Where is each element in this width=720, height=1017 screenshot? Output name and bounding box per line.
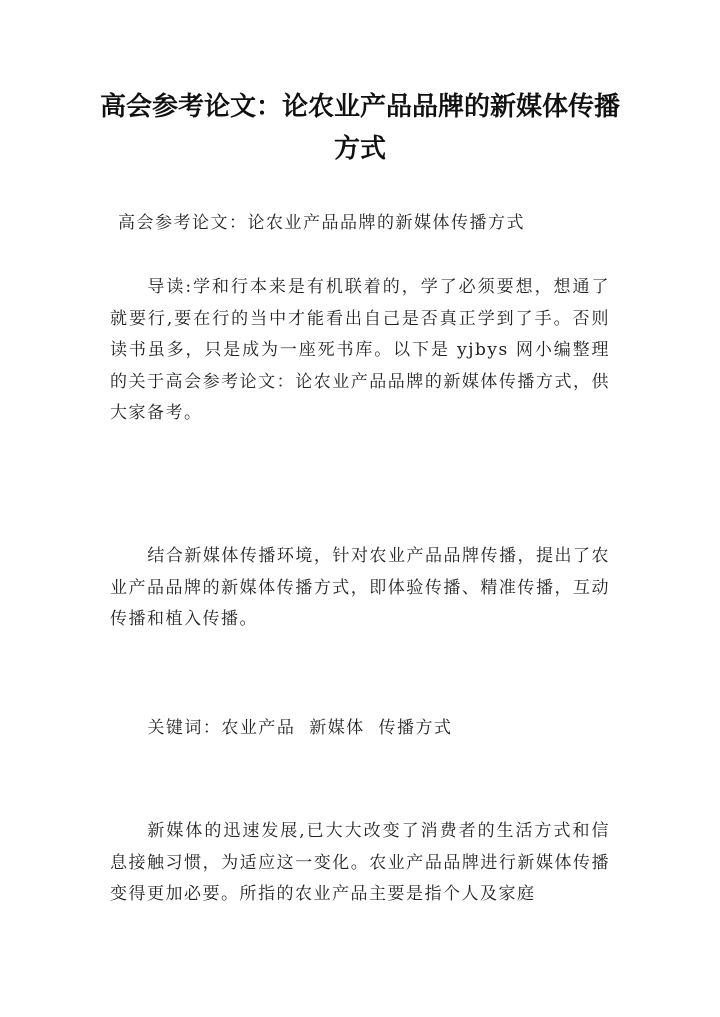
document-subtitle: 高会参考论文：论农业产品品牌的新媒体传播方式 bbox=[118, 213, 525, 233]
intro-paragraph: 导读:学和行本来是有机联着的，学了必须要想，想通了就要行,要在行的当中才能看出自己是否真正学到了手。否则读书虽多，只是成为一座死书库。以下是 yjbys 网小编整理的关于高会参考论文：论农业产品品牌的新媒体传播方式，供大家备考。 bbox=[110, 277, 610, 423]
abstract-paragraph: 结合新媒体传播环境，针对农业产品品牌传播，提出了农业产品品牌的新媒体传播方式，即体验传播、精准传播，互动传播和植入传播。 bbox=[110, 546, 610, 629]
keywords-line: 关键词：农业产品 新媒体 传播方式 bbox=[147, 718, 453, 738]
document-title: 高会参考论文：论农业产品品牌的新媒体传播方式 bbox=[100, 92, 621, 164]
body-paragraph: 新媒体的迅速发展,已大大改变了消费者的生活方式和信息接触习惯，为适应这一变化。农业产品品牌进行新媒体传播变得更加必要。所指的农业产品主要是指个人及家庭 bbox=[110, 821, 610, 904]
